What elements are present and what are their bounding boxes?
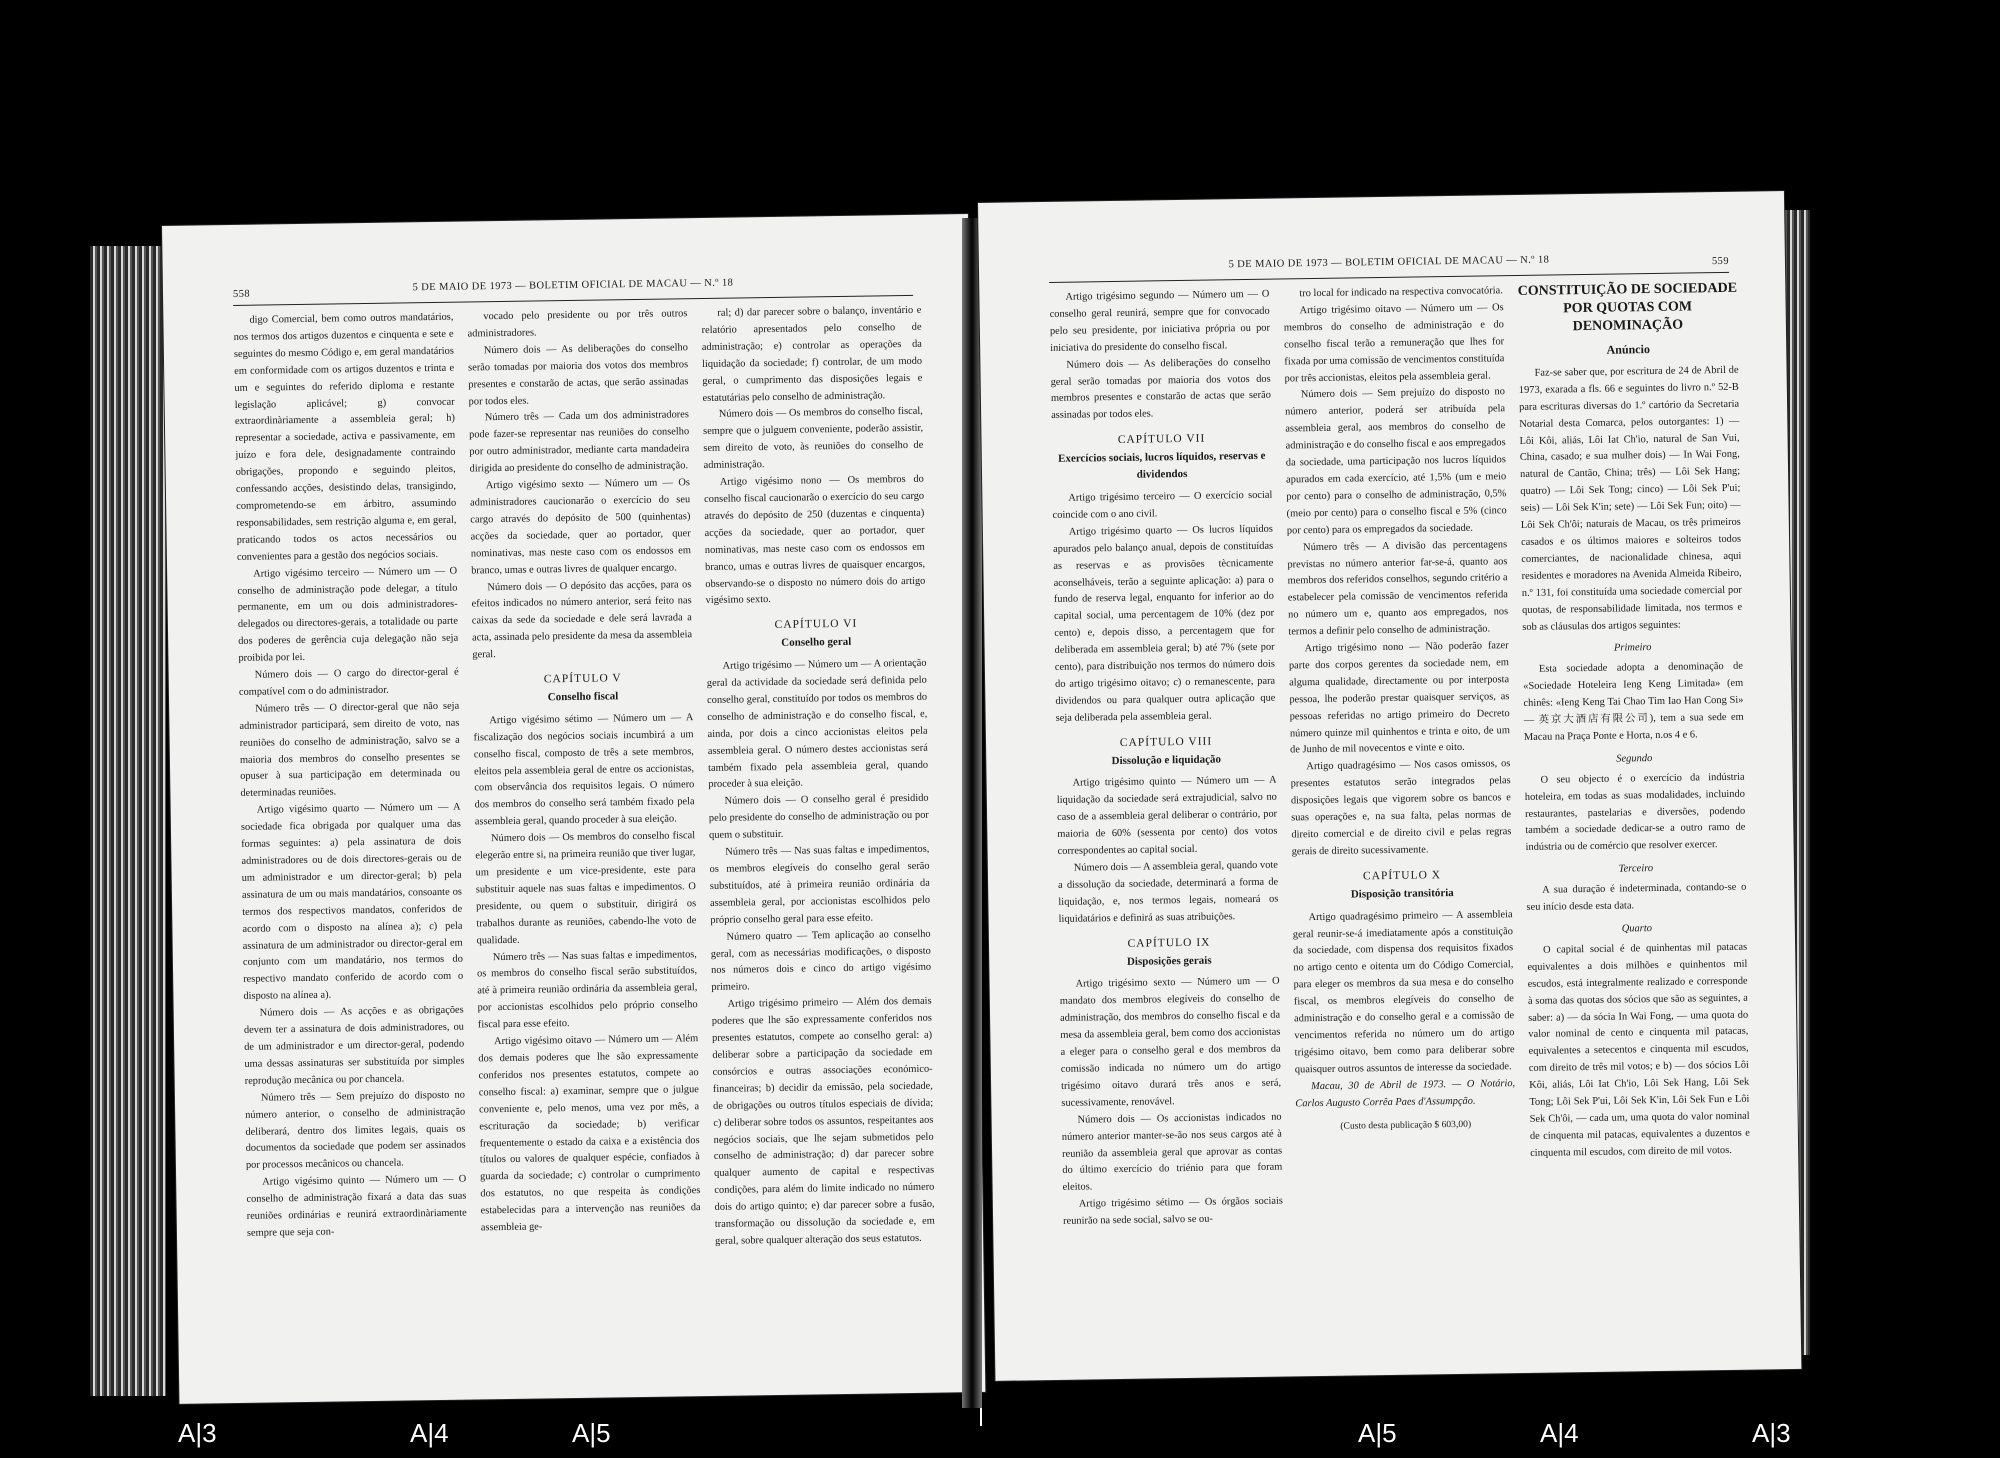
paragraph: Número dois — Os membros do conselho fiscal elegerão entre si, na primeira reunião que tiver lugar, um presidente e um vice-presidente, este para substituir aquele nas suas faltas e impedimentos. O presidente, ou quem o substituir, dirigirá os trabalhos durante as reuniões, cabendo-lhe voto de qualidade.	[475, 830, 697, 947]
film-mark: A|5	[572, 1418, 611, 1448]
paragraph: Número três — Nas suas faltas e impedimentos, os membros do conselho fiscal serão substituídos, até à primeira reunião ordinária da assembleia geral, por accionistas escolhidos pelo próprio conselho fiscal para esse efeito.	[477, 948, 698, 1031]
announcement-label: Anúncio	[1606, 342, 1651, 357]
paragraph: ral; d) dar parecer sobre o balanço, inventário e relatório apresentados pelo conselho de administração; e) controlar as operações da liquidação da sociedade; f) controlar, de um modo geral, o cumprimento das disposições legais e estatutárias pelo conselho de administração.	[701, 304, 923, 404]
paragraph: Número dois — A assembleia geral, quando vote a dissolução da sociedade, determinará a forma de liquidação, e, nos termos legais, nomeará os liquidatários e definirá as suas atribuições.	[1058, 859, 1279, 925]
right-page-header	[1049, 252, 1729, 283]
chapter-subheading: Exercícios sociais, lucros líquidos, reservas e dividendos	[1057, 449, 1266, 481]
paragraph: Artigo trigésimo oitavo — Número um — Os membros do conselho de administração e do conselho fiscal terão a remuneração que lhes for fixada por uma comissão de vencimentos constituída por três accionistas, eleitos pela assembleia geral.	[1283, 302, 1505, 385]
paragraph: Artigo trigésimo terceiro — O exercício social coincide com o ano civil.	[1052, 489, 1273, 521]
paragraph: Número dois — O depósito das acções, para os efeitos indicados no número anterior, será feito nas caixas da sede da sociedade e dele será lavrada a acta, assinada pelo presidente da mesa da assembleia geral.	[471, 578, 693, 661]
clause-heading: Terceiro	[1618, 863, 1654, 875]
chapter-heading: CAPÍTULO VIII	[1119, 735, 1213, 749]
chapter-heading: CAPÍTULO VII	[1117, 432, 1206, 447]
chapter-subheading: Dissolução e liquidação	[1111, 753, 1222, 767]
paragraph: Número dois — As acções e as obrigações devem ter a assinatura de dois administradores, ou de um administrador e um director-geral, podendo uma dessas assinaturas ser substituída por simples reprodução mecânica ou por chancela.	[243, 1004, 465, 1087]
paragraph: Artigo vigésimo quinto — Número um — O conselho de administração fixará a data das suas reuniões ordinárias e reunirá extraordinàriamente sempre que seja con-	[246, 1173, 467, 1239]
chapter-subheading: Disposição transitória	[1350, 886, 1454, 901]
paragraph: Artigo vigésimo sexto — Número um — Os administradores caucionarão o exercício do seu cargo através do depósito de 500 (quinhentas) acções da sociedade, quer ao portador, quer nominativas, mas neste caso com os endossos em branco, umas e outras livres de qualquer encargo.	[470, 477, 691, 577]
book-edge-left	[90, 246, 166, 1396]
paragraph: Número três — Cada um dos administradores pode fazer-se representar nas reuniões do conselho por outro administrador, mediante carta mandadeira dirigida ao presidente do conselho de administração.	[469, 409, 690, 475]
paragraph: vocado pelo presidente ou por três outros administradores.	[467, 308, 688, 340]
right-column-3	[1517, 280, 1753, 1335]
paragraph: Artigo vigésimo oitavo — Número um — Além dos demais poderes que lhe são expressamente conferidos nos presentes estatutos, compete ao conselho fiscal: a) examinar, sempre que o julgue conveniente e, pelo menos, uma vez por mês, a escrituração da sociedade; b) verificar frequentemente o estado da caixa e a existência dos títulos ou valores de qualquer espécie, confiados à guarda da sociedade; c) controlar o cumprimento dos estatutos, no que respeita às condições estabelecidas para a intervenção nas reuniões da assembleia ge-	[478, 1033, 701, 1234]
paragraph: Número dois — O cargo do director-geral é compatível com o do administrador.	[238, 666, 459, 698]
paragraph: Artigo trigésimo — Número um — A orientação geral da actividade da sociedade será definida pelo conselho geral, constituído por todos os membros do conselho de administração e do conselho fiscal, e, ainda, por dois a cinco accionistas eleitos pela assembleia geral. O número destes accionistas será também fixado pela assembleia geral, quando proceder à sua eleição.	[706, 657, 929, 791]
paragraph: Artigo vigésimo terceiro — Número um — O conselho de administração pode delegar, a título permanente, em um ou dois administradores-delegados ou directores-gerais, a totalidade ou parte dos poderes de gerência cuja delegação não seja proibida por lei.	[237, 565, 459, 665]
notary-signature: Macau, 30 de Abril de 1973. — O Notário, Carlos Augusto Corrêa Paes d'Assumpção.	[1295, 1077, 1516, 1109]
film-mark: A|3	[1752, 1418, 1791, 1448]
paragraph: Artigo trigésimo sexto — Número um — O mandato dos membros elegíveis do conselho de administração, dos membros do conselho fiscal e da mesa da assembleia geral, bem como dos accionistas a eleger para o conselho geral e dos membros da comissão indicada no número um do artigo trigésimo oitavo durará três anos e será, sucessivamente, renovável.	[1059, 976, 1282, 1109]
chapter-subheading: Disposições gerais	[1126, 954, 1212, 968]
film-mark: A|5	[1358, 1418, 1397, 1448]
right-page	[978, 191, 1801, 1381]
paragraph: Artigo trigésimo quinto — Número um — A liquidação da sociedade será extrajudicial, salvo no caso de a assembleia geral deliberar o contrário, por maioria de 60% (sessenta por cento) dos votos correspondentes ao capital social.	[1056, 775, 1278, 857]
announcement-title: CONSTITUIÇÃO DE SOCIEDADE POR QUOTAS COM DENOMINAÇÃO	[1517, 280, 1738, 335]
header-title: 5 DE MAIO DE 1973 — BOLETIM OFICIAL DE MACAU — N.º 18	[1228, 254, 1550, 271]
paragraph: digo Comercial, bem como outros mandatários, nos termos dos artigos duzentos e cinquenta e sete e seguintes do mesmo Código e, em geral mandatários em conformidade com os artigos duzentos e trinta e um e seguintes do referido diploma e restante legislação aplicável; g) convocar extraordinàriamente a assembleia geral; h) representar a sociedade, activa e passivamente, em juízo e fora dele, designadamente contraindo obrigações, propondo e seguindo pleitos, confessando acções, desistindo delas, transigindo, comprometendo-se em árbitro, assumindo responsabilidades, sem restrição alguma e, em geral, praticando todos os actos necessários ou convenientes para a gestão dos negócios sociais.	[233, 311, 457, 563]
clause-heading: Primeiro	[1613, 642, 1652, 655]
left-page-header	[233, 275, 913, 306]
page-number: 558	[232, 288, 251, 300]
film-mark: A|4	[410, 1418, 449, 1448]
paragraph: Artigo trigésimo sétimo — Os órgãos sociais reunirão na sede social, salvo se ou-	[1063, 1195, 1283, 1227]
paragraph: Esta sociedade adopta a denominação de «Sociedade Hoteleira Ieng Keng Limitada» (em chinês: «Ieng Keng Tai Chao Tim Iao Han Cong Si» — 英京大酒店有限公司), tem a sua sede em Macau na Praça Ponte e Horta, n.os 4 e 6.	[1523, 661, 1744, 743]
clause-heading: Quarto	[1621, 923, 1653, 935]
clause-heading: Segundo	[1616, 752, 1653, 765]
left-column-3	[701, 303, 937, 1358]
chapter-subheading: Conselho fiscal	[547, 690, 619, 704]
paragraph: Artigo trigésimo nono — Não poderão fazer parte dos corpos gerentes da sociedade nem, em alguma qualidade, directamente ou por interposta pessoa, lhe poderão prestar quaisquer serviços, as pessoas referidas no artigo primeiro do Decreto número quinze mil quinhentos e trinta e oito, de um de Junho de mil novecentos e vinte e oito.	[1288, 640, 1510, 756]
paragraph: Artigo vigésimo nono — Os membros do conselho fiscal caucionarão o exercício do seu cargo através do depósito de 250 (duzentas e cinquenta) acções da sociedade, quer ao portador, quer nominativas, mas neste caso com os endossos em branco, umas e outras livres de quaisquer encargos, observando-se o disposto no número dois do artigo vigésimo sexto.	[704, 473, 926, 607]
chapter-heading: CAPÍTULO VI	[774, 618, 858, 632]
left-column-2	[467, 306, 703, 1361]
paragraph: O capital social é de quinhentas mil patacas equivalentes a dois milhões e quinhentos mil escudos, está integralmente realizado e corresponde à soma das quotas dos sócios que são as seguintes, a saber: a) — da sócia In Wai Fong, — uma quota do valor nominal de cento e cinquenta mil patacas, equivalentes a setecentos e cinquenta mil escudos, com direito de três mil votos; e b) — dos sócios Lôi Kôi, aliás, Lôi Iat Ch'io, Lôi Sek Hang, Lôi Sek Tong; Lôi Sek P'ui, Lôi Sek K'in, Lôi Sek Fun e Lôi Sek Ch'ôi, — cada um, uma quota do valor nominal de cinquenta mil patacas, equivalentes a duzentos e cinquenta mil escudos, com direito de mil votos.	[1527, 941, 1750, 1159]
header-title: 5 DE MAIO DE 1973 — BOLETIM OFICIAL DE MACAU — N.º 18	[412, 277, 734, 294]
page-number: 559	[1711, 255, 1730, 268]
paragraph: Artigo vigésimo sétimo — Número um — A fiscalização dos negócios sociais incumbirá a um conselho fiscal, composto de três a sete membros, eleitos pela assembleia geral de entre os accionistas, com observância dos requisitos legais. O número dos membros do conselho será também fixado pela assembleia geral, quando proceder à sua eleição.	[473, 712, 695, 828]
paragraph: Número dois — Os accionistas indicados no número anterior manter-se-ão nos seus cargos até à reunião da assembleia geral que aprovar as contas do último exercício do triénio para que foram eleitos.	[1061, 1111, 1283, 1194]
paragraph: Artigo trigésimo segundo — Número um — O conselho geral reunirá, sempre que for convocado pelo seu presidente, por iniciativa própria ou por iniciativa do presidente do conselho fiscal.	[1049, 288, 1270, 354]
paragraph: Número três — Nas suas faltas e impedimentos, os membros elegíveis do conselho geral serão substituídos, até à primeira reunião ordinária da assembleia geral, por accionistas escolhidos pelo próprio conselho geral para esse efeito.	[709, 843, 931, 926]
chapter-heading: CAPÍTULO IX	[1127, 936, 1211, 950]
chapter-subheading: Conselho geral	[781, 636, 852, 650]
paragraph: O seu objecto é o exercício da indústria hoteleira, em todas as suas modalidades, incluindo restaurantes, pastelarias e diversões, podendo também a sociedade dedicar-se a outro ramo de indústria ou de comércio que resolver exercer.	[1524, 771, 1746, 854]
chapter-heading: CAPÍTULO X	[1362, 869, 1442, 883]
paragraph: Número três — A divisão das percentagens previstas no número anterior far-se-á, quanto aos membros dos referidos conselhos, segundo critério a estabelecer pela comissão de vencimentos referida no número um e, quanto aos empregados, nos termos a definir pelo conselho de administração.	[1287, 538, 1509, 638]
paragraph: Artigo trigésimo primeiro — Além dos demais poderes que lhe são expressamente conferidos nos presentes estatutos, compete ao conselho geral: a) deliberar sobre a participação da sociedade em consórcios e outras associações económico-financeiras; b) decidir da emissão, pela sociedade, de obrigações ou outros títulos especiais de dívida; c) deliberar sobre todos os assuntos, respeitantes aos negócios sociais, que lhe sejam submetidos pelo conselho de administração; d) dar parecer sobre qualquer aumento de capital e respectivas condições, para além do limite indicado no número dois do artigo quinto; e) dar parecer sobre a fusão, transformação ou dissolução da sociedade e, em geral, sobre qualquer alteração dos seus estatutos.	[711, 995, 935, 1247]
paragraph: Número dois — As deliberações do conselho geral serão tomadas por maioria dos votos dos membros presentes e constarão de actas que serão assinadas por todos eles.	[1050, 356, 1271, 422]
right-column-1	[1049, 287, 1285, 1342]
film-mark: A|3	[178, 1418, 217, 1448]
paragraph: Artigo trigésimo quarto — Os lucros líquidos apurados pelo balanço anual, depois de constituídas as reservas e as provisões tècnicamente aconselháveis, terão a seguinte aplicação: a) para o fundo de reserva legal, enquanto for inferior ao do capital social, uma percentagem de 10% (dez por cento) e, depois disso, a percentagem que for deliberada em assembleia geral; b) até 7% (sete por cento), para distribuição nos termos do número dois do artigo trigésimo oitavo; c) o remanescente, para dividendos ou para qualquer outra aplicação que seja deliberada pela assembleia geral.	[1053, 523, 1276, 724]
chapter-heading: CAPÍTULO V	[543, 672, 622, 686]
right-column-2	[1283, 283, 1519, 1338]
publication-cost: (Custo desta publicação $ 603,00)	[1340, 1118, 1472, 1132]
paragraph: Número dois — O conselho geral é presidido pelo presidente do conselho de administração ou por quem o substituir.	[708, 793, 929, 842]
paragraph: Número quatro — Tem aplicação ao conselho geral, com as necessárias modificações, o disposto nos números dois e cinco do artigo vigésimo primeiro.	[710, 928, 932, 994]
paragraph: Número três — Sem prejuízo do disposto no número anterior, o conselho de administração deliberará, dentro dos limites legais, quais os documentos da sociedade que podem ser assinados por processos mecânicos ou chancela.	[245, 1089, 466, 1172]
film-mark: A|4	[1540, 1418, 1579, 1448]
paragraph: Artigo quadragésimo primeiro — A assembleia geral reunir-se-á imediatamente após a constituição da sociedade, com dispensa dos requisitos fixados no artigo cento e oitenta um do Código Comercial, para eleger os membros da sua mesa e do conselho fiscal, os membros elegíveis do conselho de administração e do conselho geral e a comissão de vencimentos referida no número um do artigo trigésimo oitavo, bem como para deliberar sobre quaisquer outros assuntos de interesse da sociedade.	[1292, 908, 1515, 1076]
paragraph: Número três — O director-geral que não seja administrador participará, sem direito de voto, nas reuniões do conselho de administração, salvo se a maioria dos membros do conselho presentes se opuser à sua participação em determinada ou determinadas reuniões.	[239, 700, 461, 800]
paragraph: Número dois — Sem prejuízo do disposto no número anterior, poderá ser atribuída pela assembleia geral, aos membros do conselho de administração e do conselho fiscal e aos empregados da sociedade, uma participação nos lucros líquidos apurados em cada exercício, até 1,5% (um e meio por cento) para o conselho de administração, 0,5% (meio por cento) para o conselho fiscal e 5% (cinco por cento) para os empregados da sociedade.	[1285, 386, 1507, 537]
paragraph: Artigo quadragésimo — Nos casos omissos, os presentes estatutos serão integrados pelas disposições legais que vigorem sobre os bancos e suas operações e, na sua falta, pelas normas de direito comercial e de direito civil e pelas regras gerais de direito sucessivamente.	[1290, 758, 1512, 858]
paragraph: Faz-se saber que, por escritura de 24 de Abril de 1973, exarada a fls. 66 e seguintes do livro n.º 52-B para escrituras diversas do 1.º cartório da Secretaria Notarial desta Comarca, pelos outorgantes: 1) — Lôi Kôi, aliás, Lôi Iat Ch'io, natural de San Vui, China, casado; e sua mulher dois) — In Wai Fong, natural de Cantão, China; três) — Lôi Sek Hang; quatro) — Lôi Sek Tong; cinco) — Lôi Sek P'ui; seis) — Lôi Sek K'in; sete) — Lôi Sek Fun; oito) — Lôi Sek Ch'ôi; naturais de Macau, os três primeiros casados e os últimos maiores e solteiros todos comerciantes, de nacionalidade chinesa, aqui residentes e moradores na Avenida Almeida Ribeiro, n.º 131, foi constituída uma sociedade comercial por quotas, de responsabilidade limitada, nos termos e sob as cláusulas dos artigos seguintes:	[1518, 364, 1743, 633]
paragraph: A sua duração é indeterminada, contando-se o seu início desde esta data.	[1526, 881, 1747, 914]
film-marks	[0, 1418, 2000, 1458]
paragraph: Número dois — As deliberações do conselho serão tomadas por maioria dos votos dos membros presentes e constarão de actas, que serão assinadas por todos eles.	[468, 342, 689, 408]
paragraph: Artigo vigésimo quarto — Número um — A sociedade fica obrigada por qualquer uma das formas seguintes: a) pela assinatura de dois administradores ou de dois directores-gerais ou de um administrador e um director-geral; b) pela assinatura de um ou mais mandatários, consoante os termos dos respectivos mandatos, conferidos de acordo com o disposto na alínea a); c) pela assinatura de um administrador ou director-geral em conjunto com um mandatário, nos termos do respectivo mandato conferido de acordo com o disposto na alínea a).	[240, 801, 464, 1003]
left-column-1	[233, 310, 469, 1365]
left-page	[162, 214, 985, 1404]
paragraph: Número dois — Os membros do conselho fiscal, sempre que o julguem conveniente, poderão assistir, sem direito de voto, às reuniões do conselho de administração.	[703, 406, 924, 472]
paragraph: tro local for indicado na respectiva convocatória.	[1299, 285, 1503, 300]
book-gutter	[962, 218, 982, 1408]
